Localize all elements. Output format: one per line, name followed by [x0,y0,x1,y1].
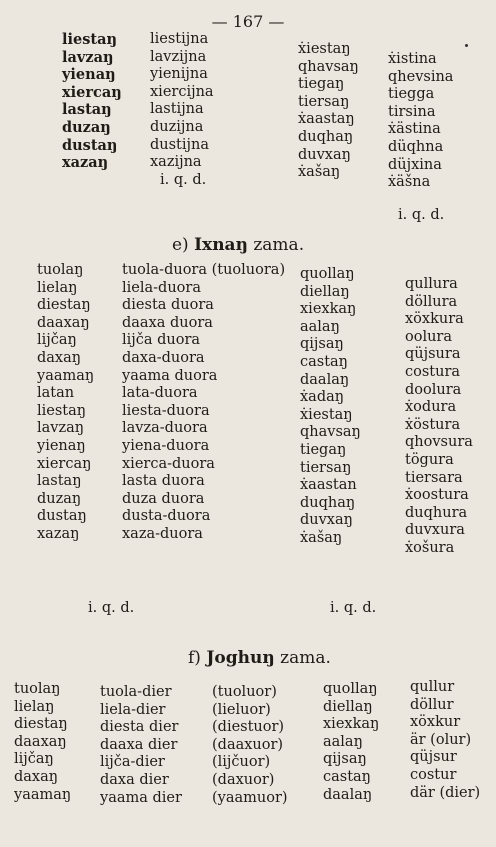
word-form: ẋistina [388,51,437,67]
word-form: daaxaŋ [14,733,67,750]
word-form: yienaŋ [62,66,116,84]
word-form: xöxkur [410,714,461,731]
word-form: qhovsura [405,434,473,451]
word-form: lavzaŋ [62,48,114,66]
section-f-word: Joghuŋ [206,648,275,668]
word-form: duqhaŋ [298,128,354,145]
ink-speck [465,44,468,47]
word-form: tiersara [405,469,463,486]
word-form: yaamaŋ [37,367,95,384]
section-e-word: Ixnaŋ [194,235,248,255]
word-form: diesta duora [122,297,214,314]
word-form: liela-duora [122,279,201,296]
section-f-col3 [212,684,288,807]
word-form: (yaamuor) [212,789,288,806]
word-form: (diestuor) [212,719,285,736]
word-form: duzijna [150,118,204,135]
word-form: lavzijna [150,48,207,65]
word-form: costur [410,766,457,783]
word-form: yienaŋ [37,437,86,454]
word-form: castaŋ [300,353,349,370]
word-form: qhevsina [388,68,454,85]
word-form: dustaŋ [62,136,118,154]
word-form: aalaŋ [300,318,340,335]
word-form: qüjsur [410,749,457,766]
word-form: döllura [405,293,458,310]
word-form: (daaxuor) [212,736,284,753]
word-form: ẋašaŋ [298,164,341,181]
section-e-prefix: e) [172,235,189,255]
word-form: tiegaŋ [300,441,347,458]
word-form: ẋaastan [300,477,357,494]
word-form: tuola-dier [100,684,172,700]
word-form: dusta-duora [122,508,211,525]
word-form: xiercaŋ [37,455,92,472]
word-form: lasta duora [122,473,205,490]
word-form: duvxura [405,522,465,539]
word-form: diestaŋ [37,297,91,314]
word-form: xazaŋ [37,525,80,542]
word-form: ẋodura [405,399,457,416]
word-form: lastaŋ [37,473,82,490]
section-e-col2 [122,262,285,544]
word-form: duza duora [122,490,205,507]
word-form: yaamaŋ [14,786,72,803]
word-form: duqhaŋ [300,494,356,511]
word-form: lata-duora [122,385,198,402]
word-form: ẋiestaŋ [298,41,351,57]
section-e-iqd-right: i. q. d. [330,600,377,616]
word-form: doolura [405,381,462,398]
section-f-col2 [100,684,182,807]
word-form: diellaŋ [323,698,373,715]
word-form: (lieluor) [212,701,271,718]
word-form: qhavsaŋ [300,424,361,441]
word-form: lavzaŋ [37,420,85,437]
word-form: tiegaŋ [298,76,345,93]
word-form: (lijčuor) [212,754,271,771]
word-form: ẋošura [405,539,455,556]
word-form: lijčaŋ [14,751,54,768]
word-form: diesta dier [100,719,179,736]
word-form: tiegga [388,86,435,103]
word-form: liela-dier [100,701,166,718]
word-form: tiersaŋ [300,459,352,476]
word-form: daaxaŋ [37,314,90,331]
word-form: yiena-duora [122,437,210,454]
word-form: tuolaŋ [37,262,84,278]
word-form: döllur [410,696,454,713]
word-form: är (olur) [410,731,472,748]
section-f-col5 [410,679,480,802]
word-form: lijčaŋ [37,332,77,349]
section-e-iqd-left: i. q. d. [88,600,135,616]
word-form: qhavsaŋ [298,58,359,75]
word-form: xiexkaŋ [300,301,357,318]
word-form: ẋäšna [388,174,431,191]
word-form: xiercijna [150,83,214,100]
word-form: lastijna [150,101,204,118]
word-form: qijsaŋ [300,336,344,353]
word-form: diestaŋ [14,716,68,733]
word-form: tögura [405,451,454,468]
word-form: daalaŋ [323,786,373,803]
word-form: ẋiestaŋ [300,406,353,423]
word-form: düqhna [388,138,444,155]
word-form: xöxkura [405,311,464,328]
block1-col4 [388,51,453,192]
word-form: lijča duora [122,332,201,349]
word-form: xaza-duora [122,525,203,542]
word-form: oolura [405,328,453,345]
word-form: yaama duora [122,367,218,384]
word-form: lielaŋ [37,279,78,296]
block1-col3 [298,41,359,182]
word-form: qullura [405,276,458,292]
iqd-left: i. q. d. [160,172,207,188]
section-e-suffix: zama. [253,235,305,255]
word-form: ẋoostura [405,487,469,504]
word-form: lastaŋ [62,101,112,119]
word-form: tuola-duora (tuoluora) [122,262,286,278]
word-form: xazaŋ [62,154,109,172]
word-form: liesta-duora [122,402,210,419]
word-form: latan [37,385,75,402]
word-form: dustaŋ [37,508,87,525]
word-form: ẋästina [388,121,441,138]
word-form: duzaŋ [62,118,111,136]
word-form: ẋaastaŋ [298,111,355,128]
word-form: düjxina [388,156,442,173]
section-e-col1 [37,262,94,544]
word-form: quollaŋ [323,681,378,697]
section-f-prefix: f) [188,648,201,668]
word-form: castaŋ [323,768,372,785]
page-number: — 167 — [211,12,285,31]
word-form: tirsina [388,103,436,120]
word-form: duvxaŋ [298,146,351,163]
word-form: daalaŋ [300,371,350,388]
word-form: xiexkaŋ [323,716,380,733]
word-form: diellaŋ [300,283,350,300]
word-form: dustijna [150,136,210,153]
word-form: liestaŋ [62,31,118,48]
word-form: costura [405,363,461,380]
word-form: daaxa duora [122,314,213,331]
word-form: lavza-duora [122,420,208,437]
word-form: daaxa dier [100,736,178,753]
word-form: liestaŋ [37,402,87,419]
word-form: xierca-duora [122,455,215,472]
word-form: duqhura [405,504,468,521]
word-form: lijča-dier [100,754,165,771]
section-e-col4 [405,276,473,558]
word-form: ẋašaŋ [300,529,343,546]
block1-col2 [150,31,214,172]
word-form: duvxaŋ [300,512,353,529]
word-form: aalaŋ [323,733,363,750]
word-form: duzaŋ [37,490,82,507]
word-form: (daxuor) [212,771,275,788]
word-form: xazijna [150,154,202,171]
word-form: qullur [410,679,455,695]
word-form: ẋöstura [405,416,461,433]
word-form: yaama dier [100,789,182,806]
section-e-col3 [300,266,361,548]
word-form: daxa-duora [122,349,205,366]
section-f-col1 [14,681,71,804]
word-form: liestijna [150,31,209,47]
section-e-heading [172,235,304,255]
word-form: ẋadaŋ [300,389,345,406]
word-form: yienijna [150,66,208,83]
word-form: daxa dier [100,771,169,788]
word-form: daxaŋ [14,768,59,785]
section-f-col4 [323,681,379,804]
word-form: xiercaŋ [62,83,122,101]
word-form: tiersaŋ [298,93,350,110]
word-form: quollaŋ [300,266,355,282]
iqd-right: i. q. d. [398,207,445,223]
block1-col1 [62,31,122,172]
section-f-heading [188,648,331,668]
word-form: lielaŋ [14,698,55,715]
word-form: qüjsura [405,346,461,363]
word-form: daxaŋ [37,349,82,366]
word-form: där (dier) [410,784,481,801]
word-form: (tuoluor) [212,684,277,700]
word-form: tuolaŋ [14,681,61,697]
section-f-suffix: zama. [280,648,331,668]
word-form: qijsaŋ [323,751,367,768]
